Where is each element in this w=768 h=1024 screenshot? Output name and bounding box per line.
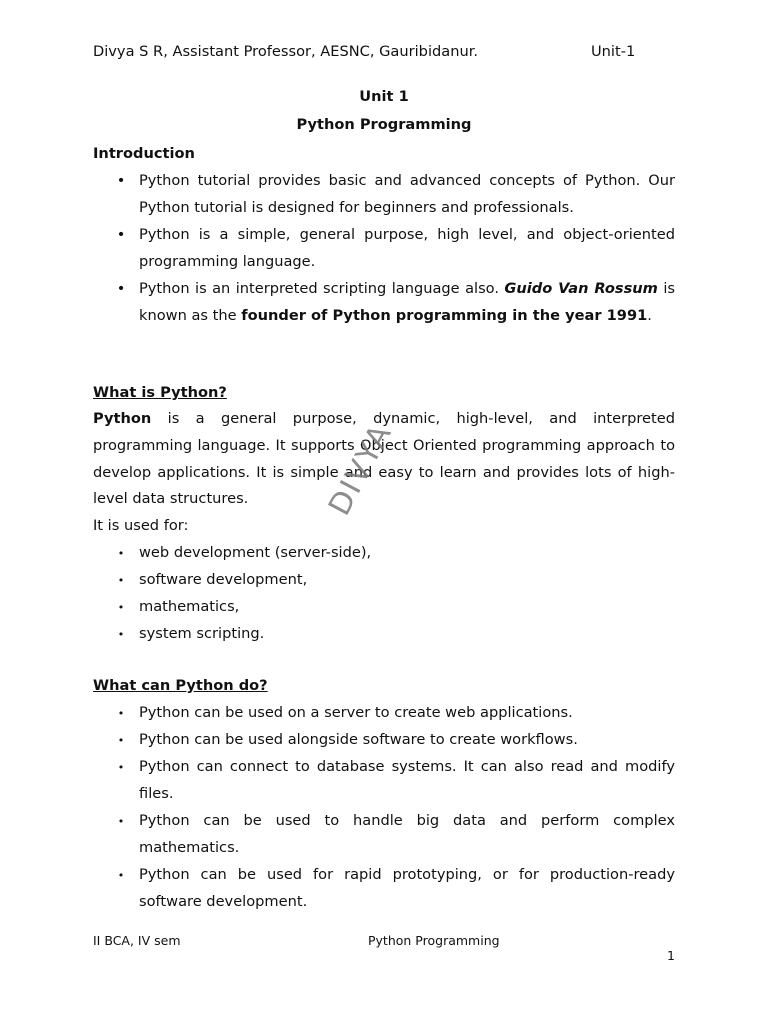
list-item: • Python can connect to database systems. It can also read and modify files.: [93, 753, 675, 807]
bullet-icon: [116, 167, 126, 194]
bullet-icon: [116, 539, 126, 567]
list-item: • Python is an interpreted scripting language also. Guido Van Rossum is known as the founder of Python programming in the year 1991.: [93, 275, 675, 329]
uses-list: [93, 539, 675, 647]
bullet-icon: [116, 726, 126, 754]
bullet-icon: [116, 593, 126, 621]
can-do-list: [93, 699, 675, 915]
what-is-python-heading: What is Python?: [93, 384, 227, 401]
list-item: • web development (server-side),: [93, 539, 675, 566]
list-item: • system scripting.: [93, 620, 675, 647]
list-item: • Python tutorial provides basic and advanced concepts of Python. Our Python tutorial is designed for beginners and professionals.: [93, 167, 675, 221]
watermark-text: DIVYA: [322, 417, 400, 522]
bullet-icon: [116, 753, 126, 781]
founder-name: Guido Van Rossum: [504, 280, 658, 297]
unit-title: Unit 1: [359, 88, 409, 105]
bullet-icon: [116, 861, 126, 889]
used-for-label: It is used for:: [93, 517, 189, 534]
header-unit-tag: Unit-1: [591, 43, 636, 60]
footer-subject: Python Programming: [368, 933, 500, 948]
list-item: • Python can be used to handle big data and perform complex mathematics.: [93, 807, 675, 861]
bullet-icon: [116, 221, 126, 248]
what-is-python-paragraph: Python is a general purpose, dynamic, high-level, and interpreted programming language. It supports Object Oriented programming approach to develop applications. It is simple and easy to learn and provides lots of high-level data structures.: [93, 410, 675, 508]
introduction-list: [93, 167, 675, 329]
bullet-icon: [116, 566, 126, 594]
bullet-icon: [116, 699, 126, 727]
list-item: • software development,: [93, 566, 675, 593]
footer-course: II BCA, IV sem: [93, 933, 181, 948]
list-item: • Python can be used on a server to create web applications.: [93, 699, 675, 726]
list-item: • Python can be used for rapid prototyping, or for production-ready software development.: [93, 861, 675, 915]
list-item: • Python can be used alongside software to create workflows.: [93, 726, 675, 753]
bullet-icon: [116, 620, 126, 648]
header-author: Divya S R, Assistant Professor, AESNC, Gauribidanur.: [93, 43, 479, 60]
page-number: 1: [667, 948, 675, 963]
introduction-heading: Introduction: [93, 145, 195, 162]
list-item: • mathematics,: [93, 593, 675, 620]
bullet-icon: [116, 275, 126, 302]
bullet-icon: [116, 807, 126, 835]
list-item: • Python is a simple, general purpose, high level, and object-oriented programming language.: [93, 221, 675, 275]
founder-emphasis: founder of Python programming in the year 1991: [241, 307, 648, 324]
subject-title: Python Programming: [296, 116, 472, 133]
what-can-python-do-heading: What can Python do?: [93, 677, 268, 694]
